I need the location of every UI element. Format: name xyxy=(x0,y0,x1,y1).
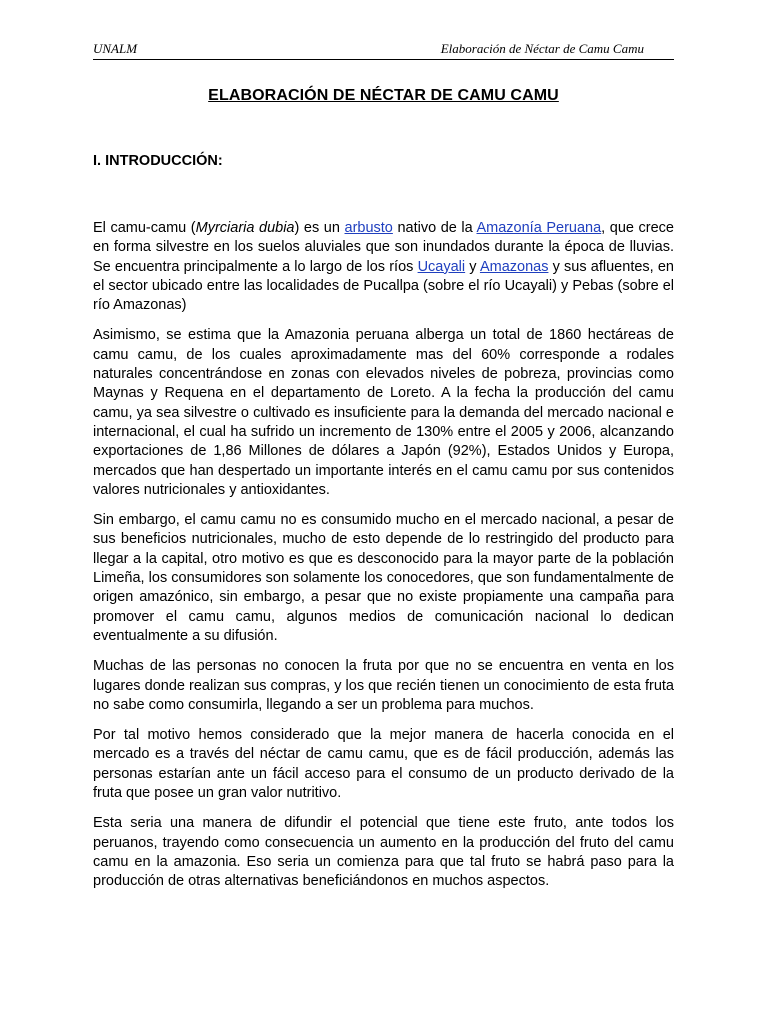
paragraph-3: Sin embargo, el camu camu no es consumido mucho en el mercado nacional, a pesar de sus beneficios nutricionales, mucho de esto depende de lo restringido del producto para llegar a la capital, otro motivo es que es desconocido para la mayor parte de la población Limeña, los consumidores son solamente los conocedores, que son fundamentalmente de origen amazónico, sin embargo, a pesar que no existe propiamente una campaña para promover el camu camu, algunos medios de comunicación nacional lo dedican eventualmente a su difusión. xyxy=(93,512,674,644)
paragraph-6: Esta seria una manera de difundir el potencial que tiene este fruto, ante todos los peruanos, trayendo como consecuencia un aumento en la producción del fruto del camu camu en la amazonia. Eso seria un comienza para que tal fruto se habrá paso para la producción de otras alternativas beneficiándonos en muchos aspectos. xyxy=(93,815,674,890)
section-heading: I. INTRODUCCIÓN: xyxy=(93,153,223,169)
link-amazonas[interactable]: Amazonas xyxy=(479,258,549,275)
body-text xyxy=(93,219,674,903)
link-arbusto[interactable]: arbusto xyxy=(344,220,393,236)
text-run: y sus afluentes, en el sector ubicado entre las localidades de Pucallpa (sobre el río Ucayali) y Pebas (sobre el río Amazonas) xyxy=(93,258,674,314)
species-name: Myrciaria dubia xyxy=(195,220,295,236)
running-header xyxy=(93,40,674,60)
link-amazonia-peruana[interactable]: Amazonía Peruana xyxy=(476,220,602,236)
text-run: El camu-camu ( xyxy=(93,220,196,236)
link-ucayali[interactable]: Ucayali xyxy=(417,258,466,275)
paragraph-2: Asimismo, se estima que la Amazonia peruana alberga un total de 1860 hectáreas de camu camu, de los cuales aproximadamente mas del 60% corresponde a rodales naturales concentrándose en zonas con elevados niveles de pobreza, provincias como Maynas y Requena en el departamento de Loreto. A la fecha la producción del camu camu, ya sea silvestre o cultivado es insuficiente para la demanda del mercado nacional e internacional, el cual ha sufrido un incremento de 130% entre el 2005 y 2006, alcanzando exportaciones de 1,86 Millones de dólares a Japón (92%), Estados Unidos y Europa, mercados que han despertado un importante interés en el camu camu por sus contenidos valores nutricionales y antioxidantes. xyxy=(93,327,674,498)
document-title: ELABORACIÓN DE NÉCTAR DE CAMU CAMU xyxy=(208,87,559,104)
header-institution: UNALM xyxy=(93,41,138,56)
text-run: y xyxy=(465,258,480,275)
text-run: nativo de la xyxy=(392,220,477,236)
paragraph-4: Muchas de las personas no conocen la fruta por que no se encuentra en venta en los lugares donde realizan sus compras, y los que recién tienen un conocimiento de esta fruta no sabe como consumirla, llegando a ser un problema para muchos. xyxy=(93,658,674,713)
text-run: , que crece en forma silvestre en los suelos aluviales que son inundados durante la época de lluvias. Se encuentra principalmente a lo largo de los ríos xyxy=(93,220,674,275)
header-document-title: Elaboración de Néctar de Camu Camu xyxy=(440,41,644,56)
paragraph-5: Por tal motivo hemos considerado que la mejor manera de hacerla conocida en el mercado es a través del néctar de camu camu, que es de fácil producción, además las personas estarían ante un fácil acceso para el consumo de un producto derivado de la fruta que posee un gran valor nutritivo. xyxy=(93,727,674,802)
paragraph-1 xyxy=(93,219,674,315)
text-run: ) es un xyxy=(294,220,345,236)
